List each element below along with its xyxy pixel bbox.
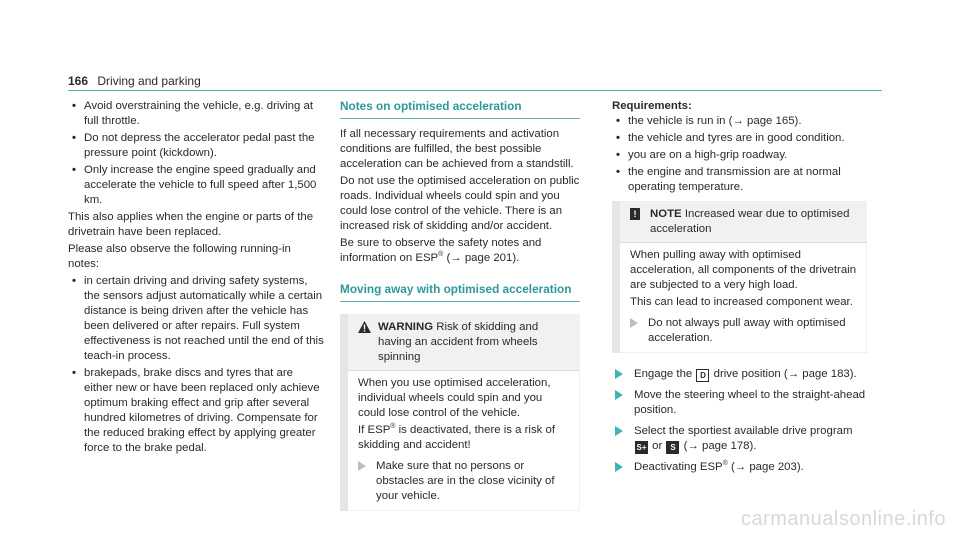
warning-icon: [358, 321, 371, 333]
page-number: 166: [68, 74, 89, 88]
section-heading: Moving away with optimised acceleration: [340, 282, 580, 302]
column-2: [340, 99, 580, 511]
section-heading: Notes on optimised acceleration: [340, 99, 580, 119]
paragraph: When pulling away with optimised acceleration, all components of the drivetrain are subjected to a very high load.: [630, 249, 857, 291]
requirements-title: Requirements:: [612, 100, 692, 112]
step-arrow-icon: [615, 462, 623, 472]
list-item: • the engine and transmission are at normal operating temperature.: [612, 165, 867, 195]
paragraph: When you use optimised acceleration, individual wheels could spin and you could lose control of the vehicle.: [358, 377, 551, 419]
warning-header: [348, 314, 580, 370]
note-icon: !: [630, 208, 640, 220]
note-header: [620, 201, 867, 242]
column-3: [612, 99, 867, 481]
step-arrow-icon: [615, 390, 623, 400]
paragraph: This also applies when the engine or parts of the drivetrain have been replaced.: [68, 211, 314, 238]
list-item: • Only increase the engine speed gradually and accelerate the vehicle to full speed after 1,500 km.: [68, 163, 324, 208]
step-1: Engage the D drive position (→ page 183).: [612, 367, 867, 382]
list-item: • you are on a high-grip roadway.: [612, 148, 867, 163]
note-title: Increased wear due to optimised acceleration: [650, 208, 850, 235]
warning-label: WARNING: [378, 321, 434, 333]
sport-plus-key-icon: S+: [636, 443, 647, 452]
sport-key-icon: S: [666, 441, 679, 454]
paragraph: If all necessary requirements and activation conditions are fulfilled, the best possible acceleration can be achieved from a standstill.: [340, 128, 574, 170]
list-item: • brakepads, brake discs and tyres that are either new or have been replaced only achieve optimum braking effect and grip after several hundred kilometres of driving. Compensate for the reduced braking effect by applying greater force to the brake pedal.: [68, 366, 324, 456]
warning-title: Risk of skidding and having an accident from wheels spinning: [378, 321, 539, 363]
step-arrow-icon: [630, 318, 638, 328]
step-arrow-icon: [615, 369, 623, 379]
step-4: Deactivating ESP® (→ page 203).: [612, 460, 867, 475]
paragraph: If ESP® is deactivated, there is a risk of skidding and accident!: [358, 423, 556, 451]
step-3: Select the sportiest available drive program S+ or S (→ page 178).: [612, 424, 867, 454]
list-item: • in certain driving and driving safety systems, the sensors adjust automatically while a certain distance is being driven after the vehicle has been delivered or after repairs. Full system effectiveness is not reached until the end of this teach-in process.: [68, 274, 324, 364]
instruction-steps: [612, 367, 867, 475]
list-item: • Do not depress the accelerator pedal past the pressure point (kickdown).: [68, 131, 324, 161]
warning-body: [348, 370, 580, 511]
paragraph: Be sure to observe the safety notes and information on ESP® (→ page 201).: [340, 237, 542, 264]
page-header: [68, 74, 201, 89]
warning-step: Make sure that no persons or obstacles are in the close vicinity of your vehicle.: [358, 459, 571, 504]
note-step: Do not always pull away with optimised acceleration.: [630, 316, 858, 346]
watermark: carmanualsonline.info: [740, 508, 946, 530]
warning-box: [340, 314, 580, 511]
list-item: • the vehicle is run in (→ page 165).: [612, 114, 867, 129]
drive-position-key-icon: D: [696, 369, 709, 382]
running-in-notes: [68, 274, 324, 456]
note-box: [612, 201, 867, 353]
paragraph: Do not use the optimised acceleration on public roads. Individual wheels could spin and you could lose control of the vehicle. There is an increased risk of skidding and/or accident.: [340, 175, 580, 232]
note-label: NOTE: [650, 208, 682, 220]
requirements-list: [612, 114, 867, 195]
step-arrow-icon: [358, 461, 366, 471]
paragraph: Please also observe the following running-in notes:: [68, 243, 291, 270]
paragraph: This can lead to increased component wear.: [630, 296, 853, 308]
note-body: [620, 242, 867, 353]
column-1: [68, 99, 324, 458]
step-arrow-icon: [615, 426, 623, 436]
running-in-bullets: [68, 99, 324, 208]
step-2: Move the steering wheel to the straight-ahead position.: [612, 388, 867, 418]
header-rule: [68, 90, 882, 91]
list-item: • the vehicle and tyres are in good condition.: [612, 131, 867, 146]
section-title: Driving and parking: [97, 74, 201, 88]
list-item: • Avoid overstraining the vehicle, e.g. driving at full throttle.: [68, 99, 324, 129]
